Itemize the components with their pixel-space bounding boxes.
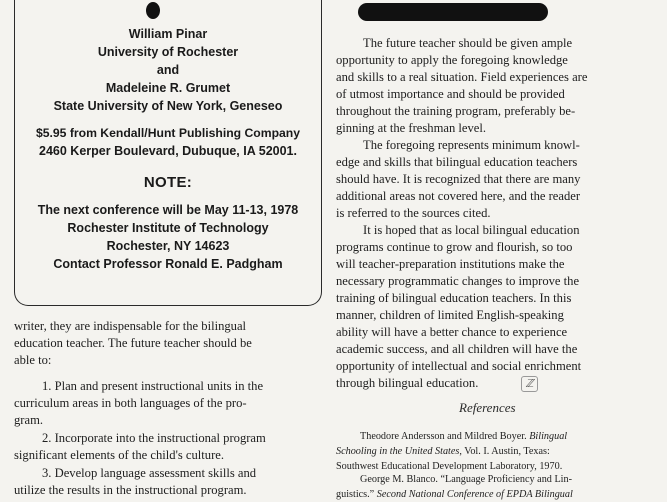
publisher-address: 2460 Kerper Boulevard, Dubuque, IA 52001.	[39, 144, 297, 158]
body-line: ability will have a better chance to experience	[336, 325, 568, 339]
announcement-box	[14, 0, 322, 306]
list-item-line: 1. Plan and present instructional units in the	[42, 379, 264, 393]
body-line: academic success, and all children will have the	[336, 342, 578, 356]
body-line: training of bilingual education teachers. In this	[336, 291, 572, 305]
body-line: is referred to the sources cited.	[336, 206, 491, 220]
price-line: $5.95 from Kendall/Hunt Publishing Company	[35, 126, 301, 140]
note-heading: NOTE:	[143, 174, 193, 191]
reference-authors: Theodore Andersson and Mildred Boyer.	[360, 431, 530, 442]
conference-venue: Rochester Institute of Technology	[67, 221, 269, 235]
reference-entry: George M. Blanco. “Language Proficiency and Lin-	[360, 474, 572, 485]
reference-entry	[360, 429, 567, 444]
author-name: William Pinar	[128, 27, 208, 41]
list-item-line: curriculum areas in both languages of the pro-	[14, 396, 247, 410]
author-affiliation: State University of New York, Geneseo	[53, 99, 283, 113]
reference-title: Schooling in the United States	[336, 446, 460, 457]
body-line: education teacher. The future teacher should be	[14, 336, 252, 350]
conference-city: Rochester, NY 14623	[106, 239, 230, 253]
body-line: opportunity to apply the foregoing knowledge	[336, 53, 568, 67]
author-conjunction: and	[156, 63, 180, 77]
body-line: ginning at the freshman level.	[336, 121, 487, 135]
reference-details: , Vol. I. Austin, Texas:	[459, 446, 550, 457]
body-line: throughout the training program, preferably be-	[336, 104, 576, 118]
reference-title: Bilingual	[529, 431, 568, 442]
body-line: and skills to a real situation. Field experiences are	[336, 70, 588, 84]
body-line: It is hoped that as local bilingual education	[363, 223, 580, 237]
body-line: writer, they are indispensable for the bilingual	[14, 319, 247, 333]
author-affiliation: University of Rochester	[97, 45, 239, 59]
conference-contact: Contact Professor Ronald E. Padgham	[53, 257, 283, 271]
list-item-line: 3. Develop language assessment skills and	[42, 466, 257, 480]
author-name: Madeleine R. Grumet	[105, 81, 231, 95]
reference-entry-line	[336, 444, 550, 459]
body-line: The future teacher should be given ample	[363, 36, 573, 50]
body-line: opportunity of intellectual and social enrichment	[336, 359, 582, 373]
body-line: manner, children of limited English-speaking	[336, 308, 564, 322]
list-item-line: utilize the results in the instructional program.	[14, 483, 247, 497]
reference-title: Second National Conference of EPDA Bilingual	[376, 489, 573, 500]
references-heading: References	[459, 400, 516, 415]
reference-publisher: Southwest Educational Development Laboratory, 1970.	[336, 461, 563, 472]
body-line: of utmost importance and should be provided	[336, 87, 565, 101]
end-mark-icon: ℤ	[521, 376, 538, 392]
list-item-line: 2. Incorporate into the instructional program	[42, 431, 266, 445]
body-line: additional areas not covered here, and the reader	[336, 189, 581, 203]
reference-details: guistics.”	[336, 489, 377, 500]
body-line: programs continue to grow and flourish, so too	[336, 240, 573, 254]
body-line: able to:	[14, 353, 52, 367]
list-item-line: significant elements of the child's culture.	[14, 448, 225, 462]
body-line: will teacher-preparation institutions make the	[336, 257, 565, 271]
ink-blot-right	[358, 3, 548, 21]
list-item-line: gram.	[14, 413, 44, 427]
body-line: through bilingual education.	[336, 376, 479, 390]
body-line: should have. It is recognized that there are many	[336, 172, 581, 186]
conference-date: The next conference will be May 11-13, 1978	[37, 203, 299, 217]
body-line: The foregoing represents minimum knowl-	[363, 138, 580, 152]
body-line: necessary programmatic changes to improve the	[336, 274, 580, 288]
body-line: edge and skills that bilingual education teachers	[336, 155, 578, 169]
